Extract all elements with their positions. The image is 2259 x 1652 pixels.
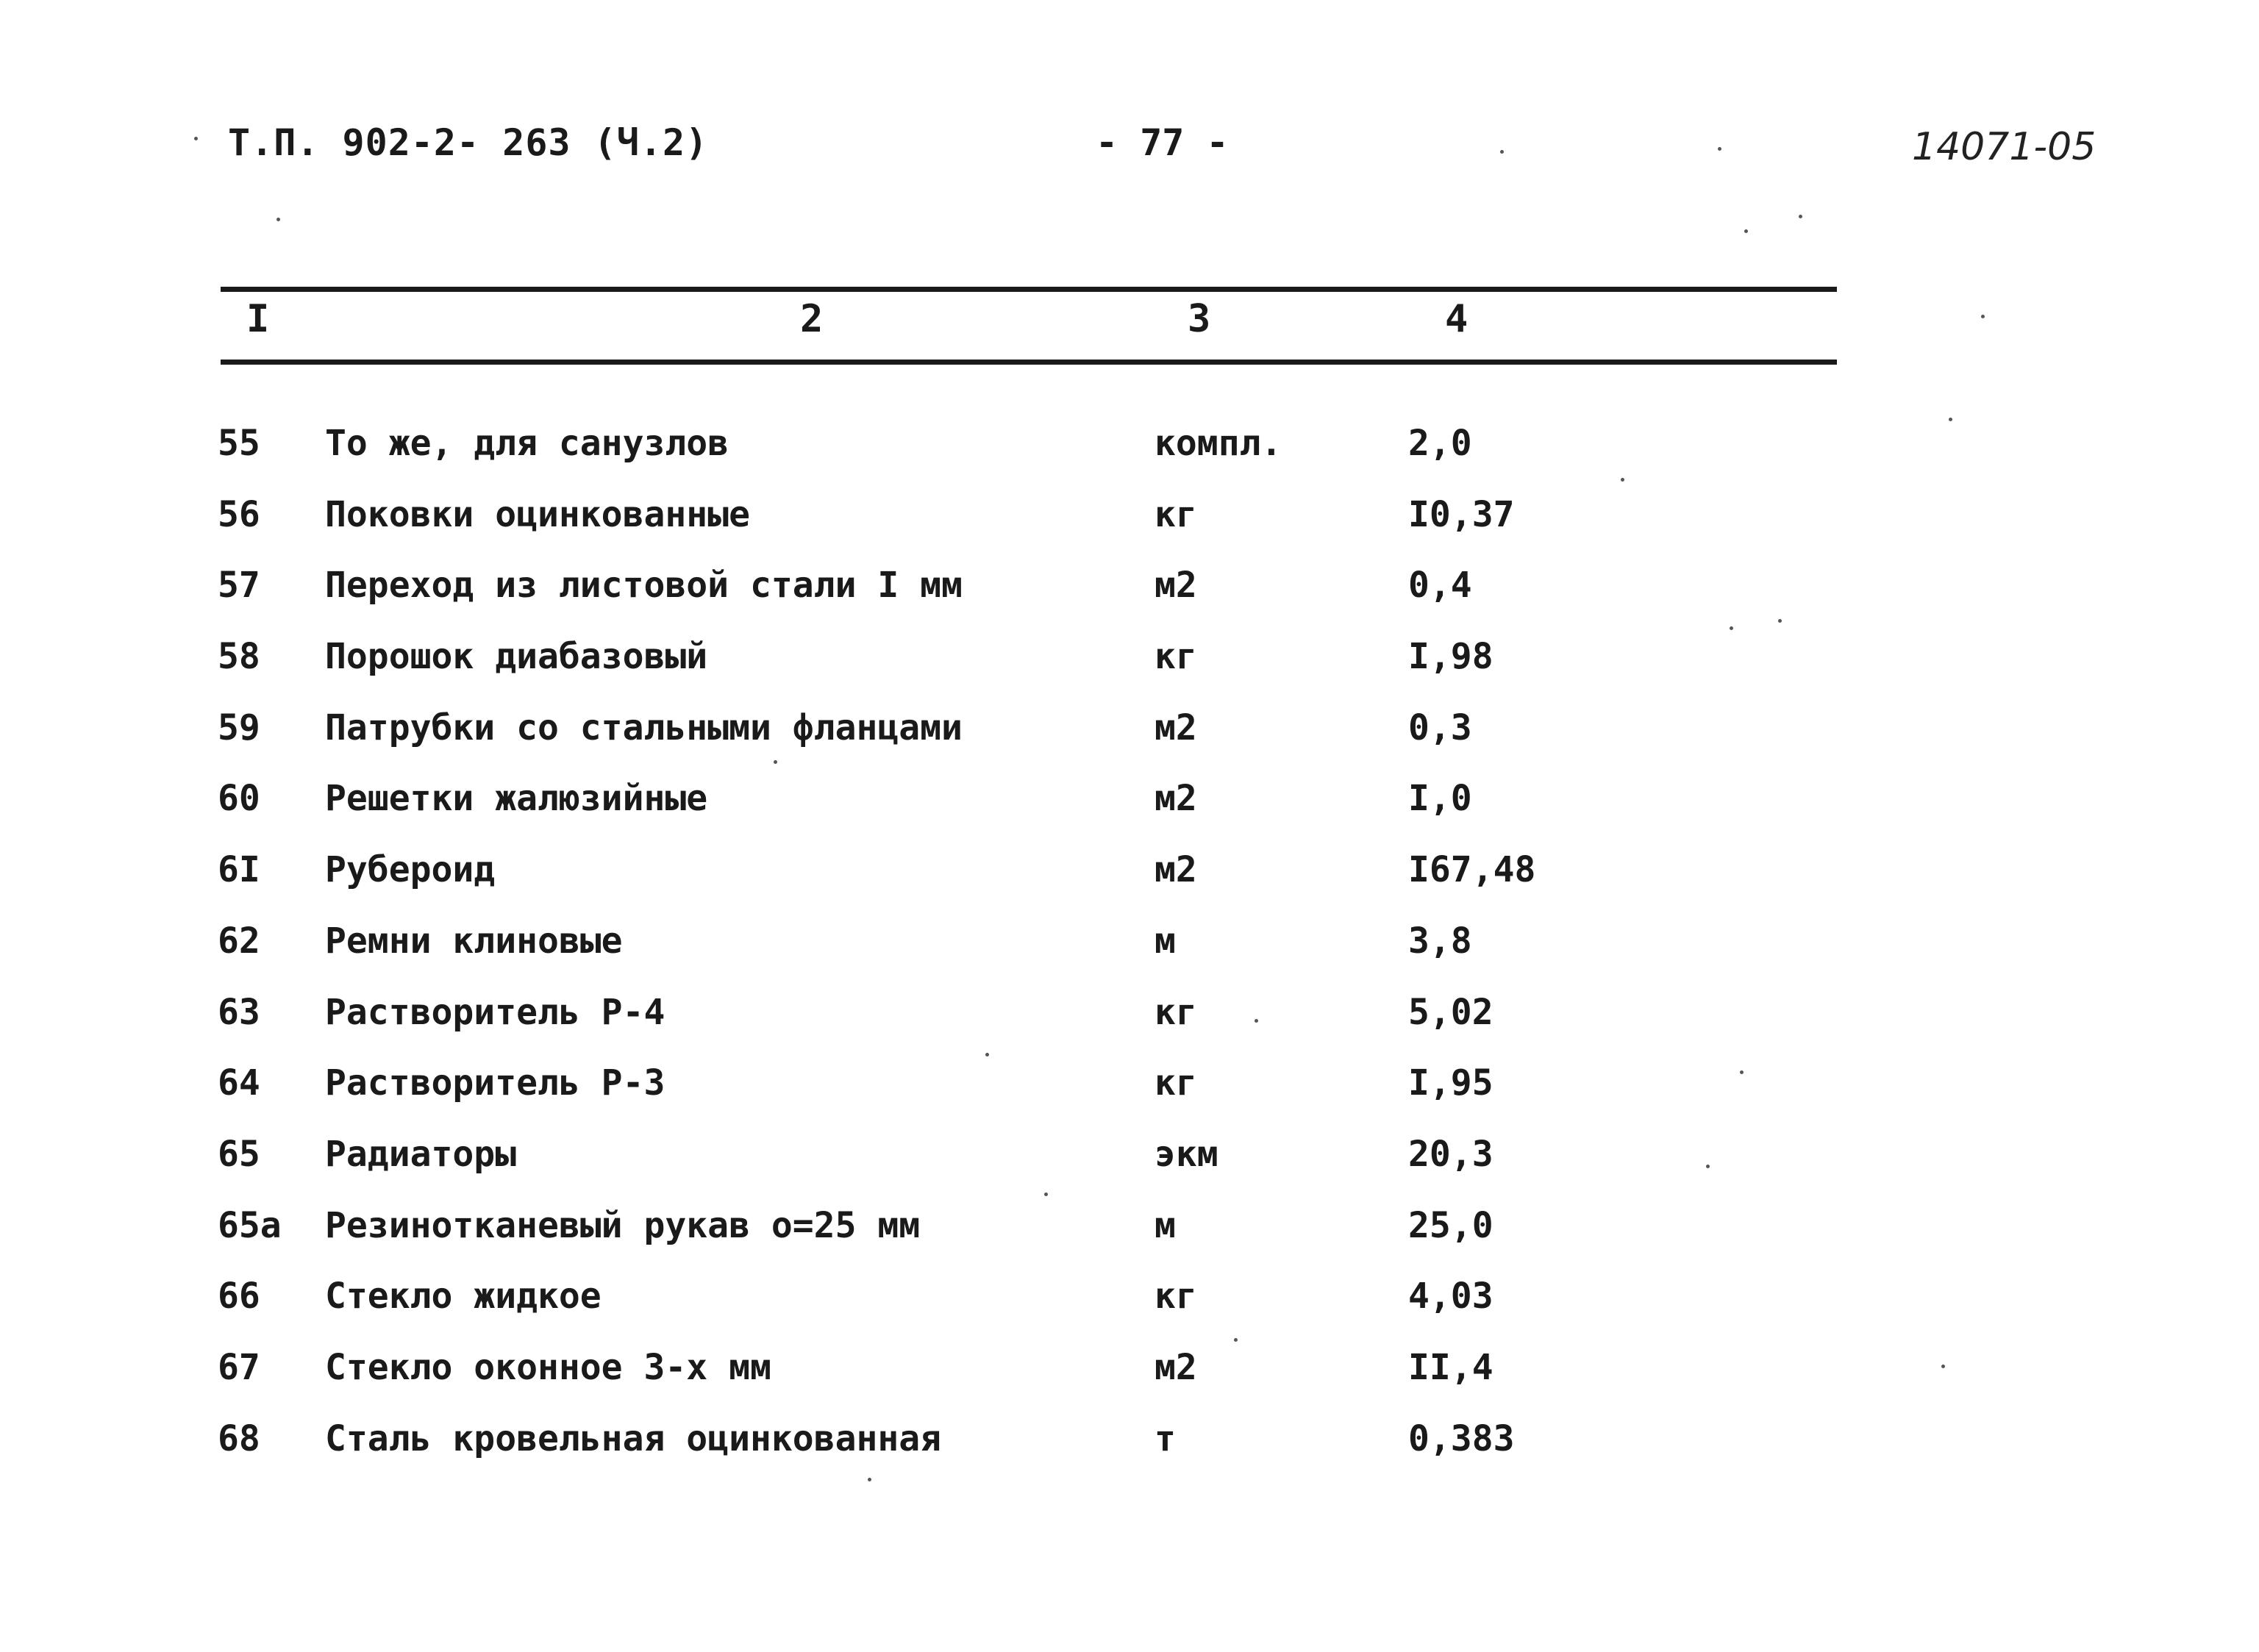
- scan-speck: [1744, 229, 1748, 233]
- table-row: [0, 1418, 2259, 1490]
- row-number: 65: [218, 1133, 260, 1175]
- material-name: Растворитель Р-4: [325, 991, 665, 1033]
- handwritten-doc-code: 14071-05: [1912, 125, 2096, 169]
- scan-speck: [1044, 1192, 1048, 1196]
- scan-speck: [1799, 215, 1802, 218]
- unit: м2: [1155, 565, 1197, 607]
- material-name: Растворитель Р-3: [325, 1062, 665, 1104]
- row-number: 62: [218, 920, 260, 962]
- row-number: 57: [218, 565, 260, 607]
- quantity: 3,8: [1408, 920, 1472, 962]
- unit: экм: [1155, 1133, 1218, 1175]
- materials-table: [0, 423, 2259, 1489]
- scan-speck: [1500, 150, 1504, 154]
- scan-speck: [1706, 1165, 1710, 1168]
- table-row: [0, 565, 2259, 636]
- table-row: [0, 1347, 2259, 1418]
- unit: т: [1155, 1417, 1176, 1459]
- scan-speck: [1255, 1019, 1258, 1023]
- row-number: 65а: [218, 1204, 282, 1246]
- table-row: [0, 992, 2259, 1063]
- material-name: Стекло жидкое: [325, 1276, 602, 1317]
- material-name: Резинотканевый рукав о=25 мм: [325, 1204, 921, 1246]
- unit: м2: [1155, 849, 1197, 891]
- table-row: [0, 494, 2259, 565]
- scan-speck: [1621, 478, 1624, 482]
- table-row: [0, 1062, 2259, 1134]
- material-name: Порошок диабазовый: [325, 636, 708, 678]
- scan-speck: [1949, 418, 1952, 421]
- material-name: Решетки жалюзийные: [325, 778, 708, 820]
- table-row: [0, 1276, 2259, 1347]
- row-number: 66: [218, 1276, 260, 1317]
- table-header-rule: [221, 360, 1837, 365]
- scan-speck: [868, 1478, 871, 1481]
- material-name: Сталь кровельная оцинкованная: [325, 1417, 942, 1459]
- scan-speck: [1730, 626, 1733, 630]
- quantity: 5,02: [1408, 991, 1493, 1033]
- row-number: 55: [218, 423, 260, 464]
- scan-speck: [1234, 1338, 1238, 1342]
- quantity: I,0: [1408, 778, 1472, 820]
- table-row: [0, 849, 2259, 920]
- material-name: Ремни клиновые: [325, 920, 623, 962]
- quantity: 25,0: [1408, 1204, 1493, 1246]
- material-name: Поковки оцинкованные: [325, 493, 750, 535]
- table-top-rule: [221, 287, 1837, 292]
- row-number: 60: [218, 778, 260, 820]
- quantity: 0,3: [1408, 707, 1472, 748]
- unit: кг: [1155, 991, 1197, 1033]
- quantity: 0,383: [1408, 1417, 1515, 1459]
- table-row: [0, 1205, 2259, 1276]
- unit: кг: [1155, 493, 1197, 535]
- unit: кг: [1155, 1062, 1197, 1104]
- page-number: - 77 -: [1096, 121, 1229, 164]
- column-header-4: 4: [1445, 297, 1468, 341]
- column-header-2: 2: [800, 297, 824, 341]
- quantity: 0,4: [1408, 565, 1472, 607]
- unit: м2: [1155, 778, 1197, 820]
- quantity: II,4: [1408, 1346, 1493, 1388]
- table-row: [0, 920, 2259, 992]
- quantity: I,98: [1408, 636, 1493, 678]
- column-header-1: I: [246, 297, 270, 341]
- table-row: [0, 423, 2259, 494]
- scan-speck: [985, 1053, 989, 1056]
- column-header-3: 3: [1188, 297, 1211, 341]
- material-name: Стекло оконное 3-х мм: [325, 1346, 771, 1388]
- row-number: 56: [218, 493, 260, 535]
- quantity: 20,3: [1408, 1133, 1493, 1175]
- material-name: Патрубки со стальными фланцами: [325, 707, 963, 748]
- material-name: Радиаторы: [325, 1133, 517, 1175]
- scan-speck: [1981, 315, 1985, 318]
- material-name: Переход из листовой стали I мм: [325, 565, 963, 607]
- scan-speck: [1941, 1365, 1945, 1368]
- table-row: [0, 1134, 2259, 1205]
- table-row: [0, 707, 2259, 779]
- row-number: 64: [218, 1062, 260, 1104]
- unit: м: [1155, 1204, 1176, 1246]
- scan-speck: [1718, 147, 1721, 151]
- row-number: 59: [218, 707, 260, 748]
- quantity: 4,03: [1408, 1276, 1493, 1317]
- row-number: 67: [218, 1346, 260, 1388]
- row-number: 6I: [218, 849, 260, 891]
- quantity: I67,48: [1408, 849, 1536, 891]
- document-reference: Т.П. 902-2- 263 (Ч.2): [228, 121, 709, 164]
- unit: м: [1155, 920, 1176, 962]
- unit: компл.: [1155, 423, 1282, 464]
- unit: кг: [1155, 1276, 1197, 1317]
- row-number: 68: [218, 1417, 260, 1459]
- quantity: 2,0: [1408, 423, 1472, 464]
- quantity: I,95: [1408, 1062, 1493, 1104]
- quantity: I0,37: [1408, 493, 1515, 535]
- unit: м2: [1155, 1346, 1197, 1388]
- unit: кг: [1155, 636, 1197, 678]
- material-name: То же, для санузлов: [325, 423, 729, 464]
- table-row: [0, 778, 2259, 849]
- scan-speck: [1778, 619, 1782, 623]
- table-row: [0, 636, 2259, 707]
- row-number: 63: [218, 991, 260, 1033]
- scan-speck: [1740, 1070, 1744, 1074]
- scan-speck: [194, 137, 198, 140]
- row-number: 58: [218, 636, 260, 678]
- unit: м2: [1155, 707, 1197, 748]
- scan-speck: [774, 760, 777, 764]
- scan-speck: [276, 218, 280, 221]
- material-name: Рубероид: [325, 849, 496, 891]
